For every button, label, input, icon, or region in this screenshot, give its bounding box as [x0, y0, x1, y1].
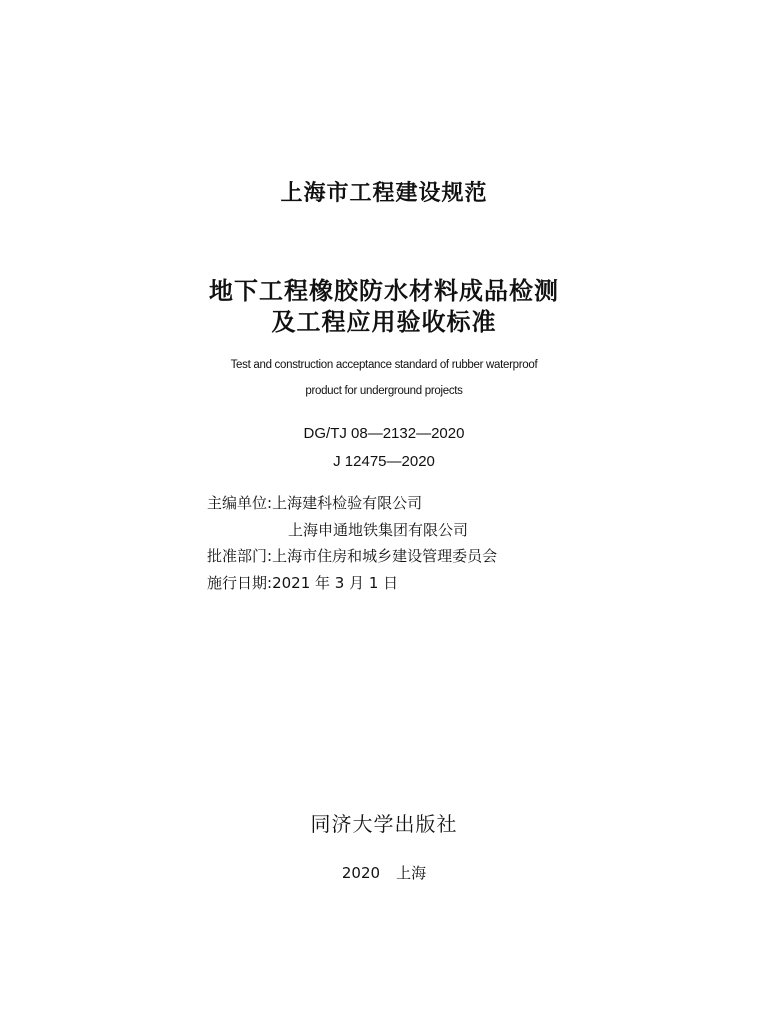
- english-title-line-1: Test and construction acceptance standard of rubber waterproof: [230, 359, 538, 371]
- standard-codes: [0, 420, 768, 476]
- series-title: 上海市工程建设规范: [280, 181, 488, 206]
- publication-city: 上海: [396, 864, 427, 882]
- standard-code-primary: DG/TJ 08—2132—2020: [303, 425, 465, 442]
- main-title-line-1: 地下工程橡胶防水材料成品检测: [209, 277, 559, 305]
- effective-date-value: 2021 年 3 月 1 日: [272, 573, 399, 592]
- effective-date-label: 施行日期:: [207, 573, 273, 592]
- effective-date-row: [207, 570, 497, 597]
- main-title: [0, 276, 768, 338]
- standard-code-secondary: J 12475—2020: [333, 453, 435, 470]
- approval-label: 批准部门:: [207, 547, 273, 565]
- main-title-line-2: 及工程应用验收标准: [271, 308, 497, 336]
- english-title: [0, 352, 768, 404]
- document-info: [207, 490, 497, 596]
- editor-label: 主编单位:: [207, 494, 273, 512]
- editor-row: [207, 490, 497, 517]
- publisher: 同济大学出版社: [310, 812, 458, 836]
- editor-value-1: 上海建科检验有限公司: [272, 494, 423, 512]
- publication-year: 2020: [341, 864, 381, 882]
- editor-value-2: 上海申通地铁集团有限公司: [288, 520, 469, 539]
- english-title-line-2: product for underground projects: [305, 385, 463, 397]
- approval-value: 上海市住房和城乡建设管理委员会: [272, 547, 498, 565]
- editor-row-2: [207, 517, 497, 544]
- approval-row: [207, 543, 497, 570]
- publication-place-year: [0, 862, 768, 883]
